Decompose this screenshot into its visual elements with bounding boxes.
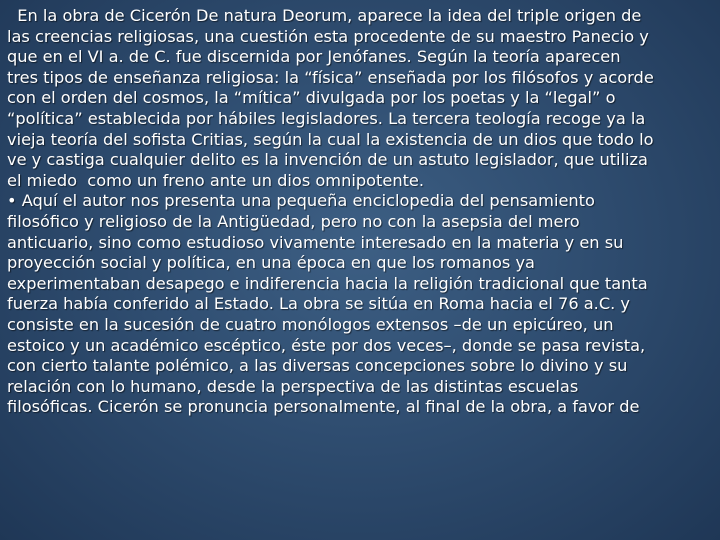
text-line: con el orden del cosmos, la “mítica” divulgada por los poetas y la “legal” o [7, 88, 616, 108]
text-line: filosóficas. Cicerón se pronuncia personalmente, al final de la obra, a favor de [7, 397, 640, 417]
text-line: las creencias religiosas, una cuestión esta procedente de su maestro Panecio y [7, 26, 649, 46]
text-line: consiste en la sucesión de cuatro monólogos extensos –de un epicúreo, un [7, 314, 614, 334]
text-line: filosófico y religioso de la Antigüedad, pero no con la asepsia del mero [7, 211, 580, 231]
text-line: experimentaban desapego e indiferencia hacia la religión tradicional que tanta [7, 273, 648, 293]
text-line: que en el VI a. de C. fue discernida por Jenófanes. Según la teoría aparecen [7, 47, 621, 67]
slide-text-body [7, 6, 715, 418]
text-line: ve y castiga cualquier delito es la invención de un astuto legislador, que utiliza [7, 150, 648, 170]
text-line: el miedo como un freno ante un dios omnipotente. [7, 170, 425, 190]
bullet-line: • Aquí el autor nos presenta una pequeña enciclopedia del pensamiento [7, 191, 595, 211]
text-line: fuerza había conferido al Estado. La obra se sitúa en Roma hacia el 76 a.C. y [7, 294, 630, 314]
text-line: En la obra de Cicerón De natura Deorum, aparece la idea del triple origen de [7, 6, 642, 25]
text-line: relación con lo humano, desde la perspectiva de las distintas escuelas [7, 376, 579, 396]
text-line: proyección social y política, en una época en que los romanos ya [7, 253, 535, 273]
text-line: vieja teoría del sofista Critias, según la cual la existencia de un dios que todo lo [7, 129, 654, 149]
text-line: “política” establecida por hábiles legisladores. La tercera teología recoge ya la [7, 108, 646, 128]
text-line: tres tipos de enseñanza religiosa: la “física” enseñada por los filósofos y acorde [7, 67, 654, 87]
text-line: con cierto talante polémico, a las diversas concepciones sobre lo divino y su [7, 356, 628, 376]
text-line: estoico y un académico escéptico, éste por dos veces–, donde se pasa revista, [7, 335, 646, 355]
text-line: anticuario, sino como estudioso vivamente interesado en la materia y en su [7, 232, 624, 252]
